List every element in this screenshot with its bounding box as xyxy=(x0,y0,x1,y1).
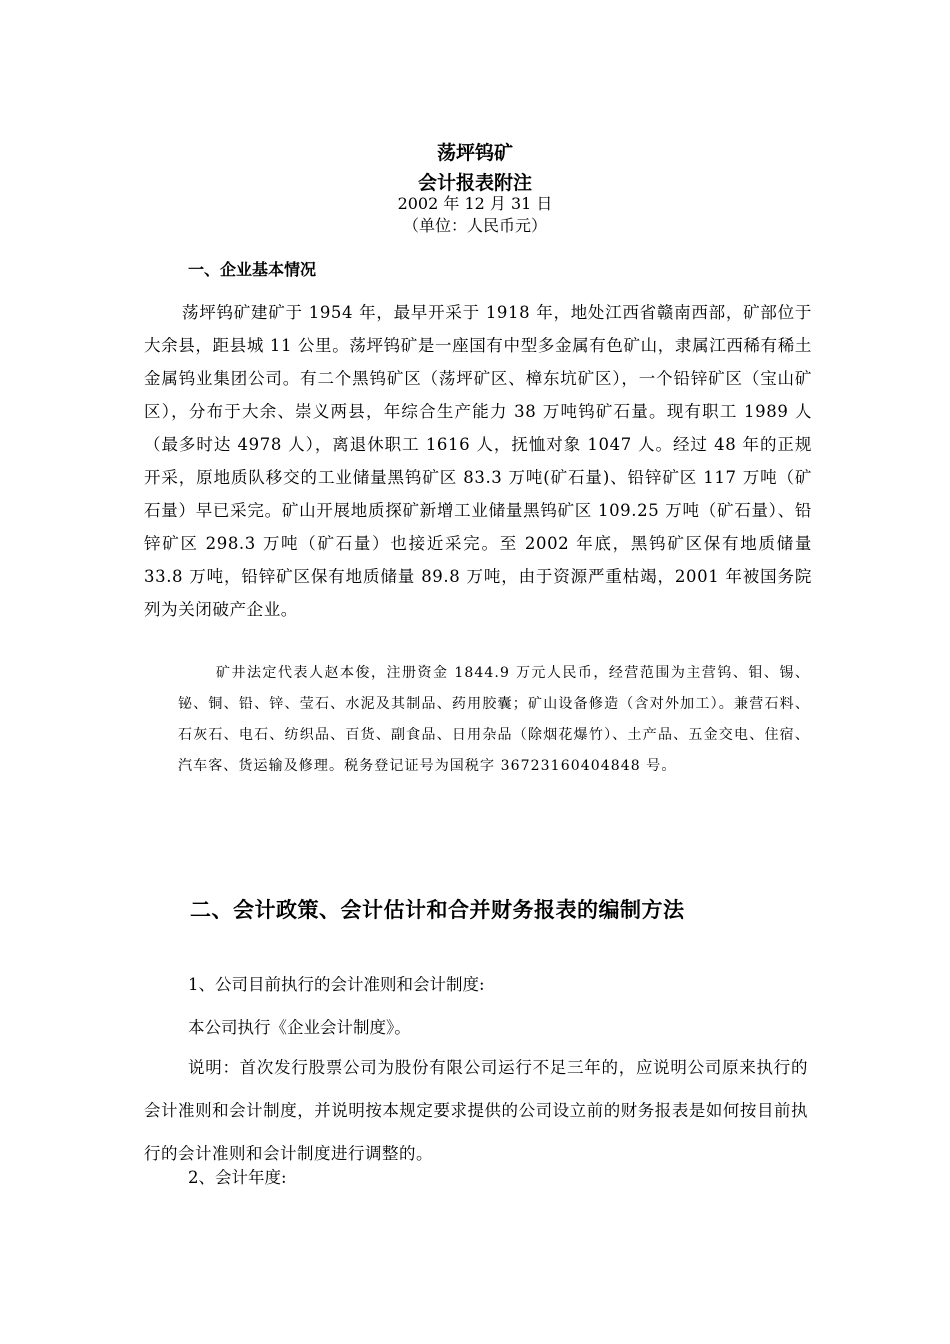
report-unit: （单位：人民币元） xyxy=(402,216,547,235)
company-title: 荡坪钨矿 xyxy=(436,142,513,164)
section-1-heading: 一、企业基本情况 xyxy=(188,260,317,279)
report-title: 会计报表附注 xyxy=(417,172,532,194)
section-2-item-1-label: 1、公司目前执行的会计准则和会计制度: xyxy=(188,975,485,994)
section-2-item-1-note: 说明：首次发行股票公司为股份有限公司运行不足三年的，应说明公司原来执行的会计准则和会计制度，并说明按本规定要求提供的公司设立前的财务报表是如何按目前执行的会计准则和会计制度进行调整的。 xyxy=(144,1058,808,1163)
report-date: 2002 年 12 月 31 日 xyxy=(397,194,553,213)
section-2-item-2-label: 2、会计年度: xyxy=(188,1168,287,1187)
section-2-heading: 二、会计政策、会计估计和合并财务报表的编制方法 xyxy=(190,897,685,922)
section-1-paragraph-main: 荡坪钨矿建矿于 1954 年，最早开采于 1918 年，地处江西省赣南西部，矿部位于大余县，距县城 11 公里。荡坪钨矿是一座国有中型多金属有色矿山，隶属江西稀有稀土金属钨业集团公司。有二个黑钨矿区（荡坪矿区、樟东坑矿区），一个铅锌矿区（宝山矿区），分布于大余、崇义两县，年综合生产能力 38 万吨钨矿石量。现有职工 1989 人（最多时达 4978 人），离退休职工 1616 人，抚恤对象 1047 人。经过 48 年的正规开采，原地质队移交的工业储量黑钨矿区 83.3 万吨(矿石量)、铅锌矿区 117 万吨（矿石量）早已采完。矿山开展地质探矿新增工业储量黑钨矿区 109.25 万吨（矿石量）、铅锌矿区 298.3 万吨（矿石量）也接近采完。至 2002 年底，黑钨矿区保有地质储量 33.8 万吨，铅锌矿区保有地质储量 89.8 万吨，由于资源严重枯竭，2001 年被国务院列为关闭破产企业。 xyxy=(144,303,812,619)
section-2-item-1-body: 本公司执行《企业会计制度》。 xyxy=(188,1018,411,1037)
section-1-paragraph-legal: 矿井法定代表人赵本俊，注册资金 1844.9 万元人民币，经营范围为主营钨、钼、锡、铋、铜、铅、锌、莹石、水泥及其制品、药用胶囊；矿山设备修造（含对外加工）。兼营石料、石灰石、电石、纺织品、百货、副食品、日用杂品（除烟花爆竹）、土产品、五金交电、住宿、汽车客、货运输及修理。税务登记证号为国税字 36723160404848 号。 xyxy=(178,665,810,774)
